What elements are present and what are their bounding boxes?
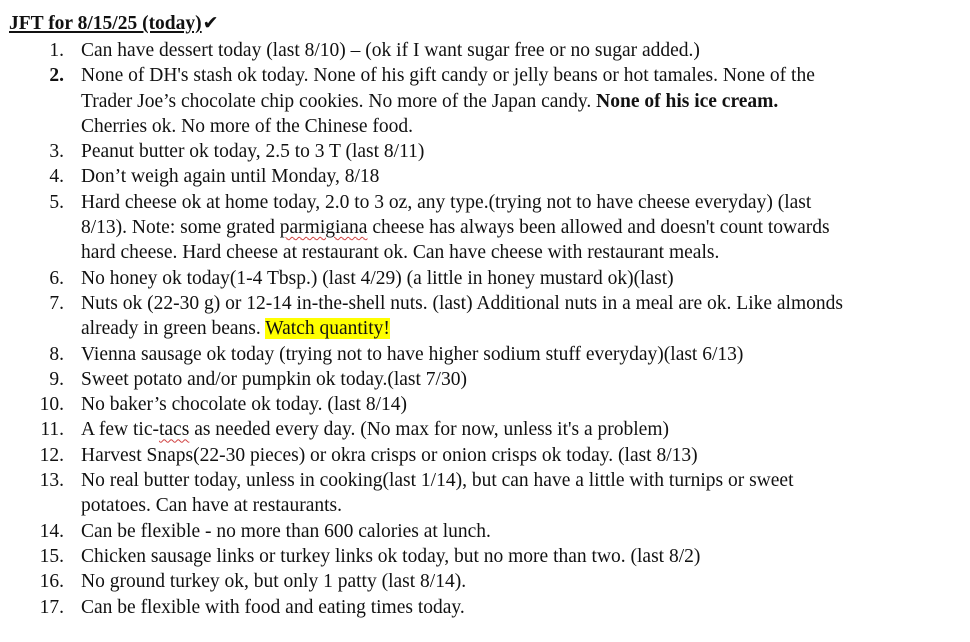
spellcheck-word: parmigiana bbox=[279, 217, 368, 239]
item-number: 10. bbox=[39, 394, 64, 416]
item-text-segment: cheese has always been allowed and doesn't count towards bbox=[367, 217, 830, 239]
item-text: Can be flexible - no more than 600 calories at lunch. bbox=[81, 520, 491, 542]
item-number: 6. bbox=[49, 267, 64, 289]
item-text: No real butter today, unless in cooking(last 1/14), but can have a little with turnips or sweet bbox=[81, 470, 794, 492]
item-number: 5. bbox=[49, 191, 64, 213]
item-number: 15. bbox=[39, 545, 64, 567]
list-item bbox=[0, 139, 960, 164]
item-text: Can be flexible with food and eating times today. bbox=[81, 596, 465, 618]
checkmark-icon: ✔ bbox=[202, 12, 219, 34]
item-text: Peanut butter ok today, 2.5 to 3 T (last 8/11) bbox=[81, 141, 425, 163]
item-text: Sweet potato and/or pumpkin ok today.(last 7/30) bbox=[81, 368, 467, 390]
list-item bbox=[0, 291, 960, 342]
list-item bbox=[0, 190, 960, 266]
item-number: 8. bbox=[49, 343, 64, 365]
item-text: Vienna sausage ok today (trying not to have higher sodium stuff everyday)(last 6/13) bbox=[81, 343, 744, 365]
document-title bbox=[9, 11, 219, 36]
item-number: 1. bbox=[49, 40, 64, 61]
item-text: Hard cheese ok at home today, 2.0 to 3 oz, any type.(trying not to have cheese everyday) (last bbox=[81, 191, 812, 213]
item-number: 9. bbox=[49, 368, 64, 390]
item-text-segment: A few tic- bbox=[81, 419, 159, 441]
item-text: Cherries ok. No more of the Chinese food. bbox=[81, 115, 413, 137]
item-text: No honey ok today(1-4 Tbsp.) (last 4/29) (a little in honey mustard ok)(last) bbox=[81, 267, 674, 289]
item-number: 17. bbox=[39, 596, 64, 618]
title-text: JFT for 8/15/25 (today) bbox=[9, 13, 202, 34]
list-item bbox=[0, 468, 960, 519]
list-item bbox=[0, 443, 960, 468]
item-text: hard cheese. Hard cheese at restaurant ok. Can have cheese with restaurant meals. bbox=[81, 242, 720, 264]
item-text: Don’t weigh again until Monday, 8/18 bbox=[81, 166, 380, 188]
item-number: 12. bbox=[39, 444, 64, 466]
item-text-bold: None of his ice cream. bbox=[596, 90, 779, 112]
item-number: 2. bbox=[49, 65, 64, 87]
item-text-segment: Trader Joe’s chocolate chip cookies. No more of the Japan candy. bbox=[81, 90, 597, 112]
list-item bbox=[0, 367, 960, 392]
item-text-segment: already in green beans. bbox=[81, 318, 266, 340]
list-item bbox=[0, 266, 960, 291]
item-text: potatoes. Can have at restaurants. bbox=[81, 495, 342, 517]
spellcheck-word: tacs bbox=[158, 419, 190, 441]
list-item bbox=[0, 164, 960, 189]
numbered-list bbox=[0, 38, 960, 620]
list-item bbox=[0, 569, 960, 594]
list-item bbox=[0, 392, 960, 417]
item-text-segment: as needed every day. (No max for now, unless it's a problem) bbox=[189, 419, 669, 441]
list-item bbox=[0, 342, 960, 367]
item-number: 14. bbox=[39, 520, 64, 542]
item-text bbox=[81, 215, 960, 240]
item-number: 11. bbox=[40, 419, 64, 441]
item-text: Can have dessert today (last 8/10) – (ok if I want sugar free or no sugar added.) bbox=[81, 40, 700, 61]
item-text-segment: 8/13). Note: some grated bbox=[81, 217, 280, 239]
list-item bbox=[0, 63, 960, 139]
item-text: No ground turkey ok, but only 1 patty (last 8/14). bbox=[81, 571, 467, 593]
item-text: Harvest Snaps(22-30 pieces) or okra crisps or onion crisps ok today. (last 8/13) bbox=[81, 444, 698, 466]
list-item bbox=[0, 417, 960, 442]
item-number: 7. bbox=[49, 292, 64, 314]
item-text: Chicken sausage links or turkey links ok today, but no more than two. (last 8/2) bbox=[81, 545, 701, 567]
item-text bbox=[81, 89, 960, 114]
list-item bbox=[0, 519, 960, 544]
item-text bbox=[81, 316, 960, 341]
list-item bbox=[0, 38, 960, 63]
item-number: 13. bbox=[39, 470, 64, 492]
list-item bbox=[0, 595, 960, 620]
item-number: 4. bbox=[49, 166, 64, 188]
item-text: No baker’s chocolate ok today. (last 8/14) bbox=[81, 394, 407, 416]
highlighted-text: Watch quantity! bbox=[265, 318, 390, 340]
item-number: 16. bbox=[39, 571, 64, 593]
item-text: None of DH's stash ok today. None of his gift candy or jelly beans or hot tamales. None of the bbox=[81, 65, 815, 87]
item-number: 3. bbox=[49, 141, 64, 163]
list-item bbox=[0, 544, 960, 569]
item-text: Nuts ok (22-30 g) or 12-14 in-the-shell nuts. (last) Additional nuts in a meal are ok. Like almonds bbox=[81, 292, 843, 314]
item-text bbox=[81, 417, 960, 442]
